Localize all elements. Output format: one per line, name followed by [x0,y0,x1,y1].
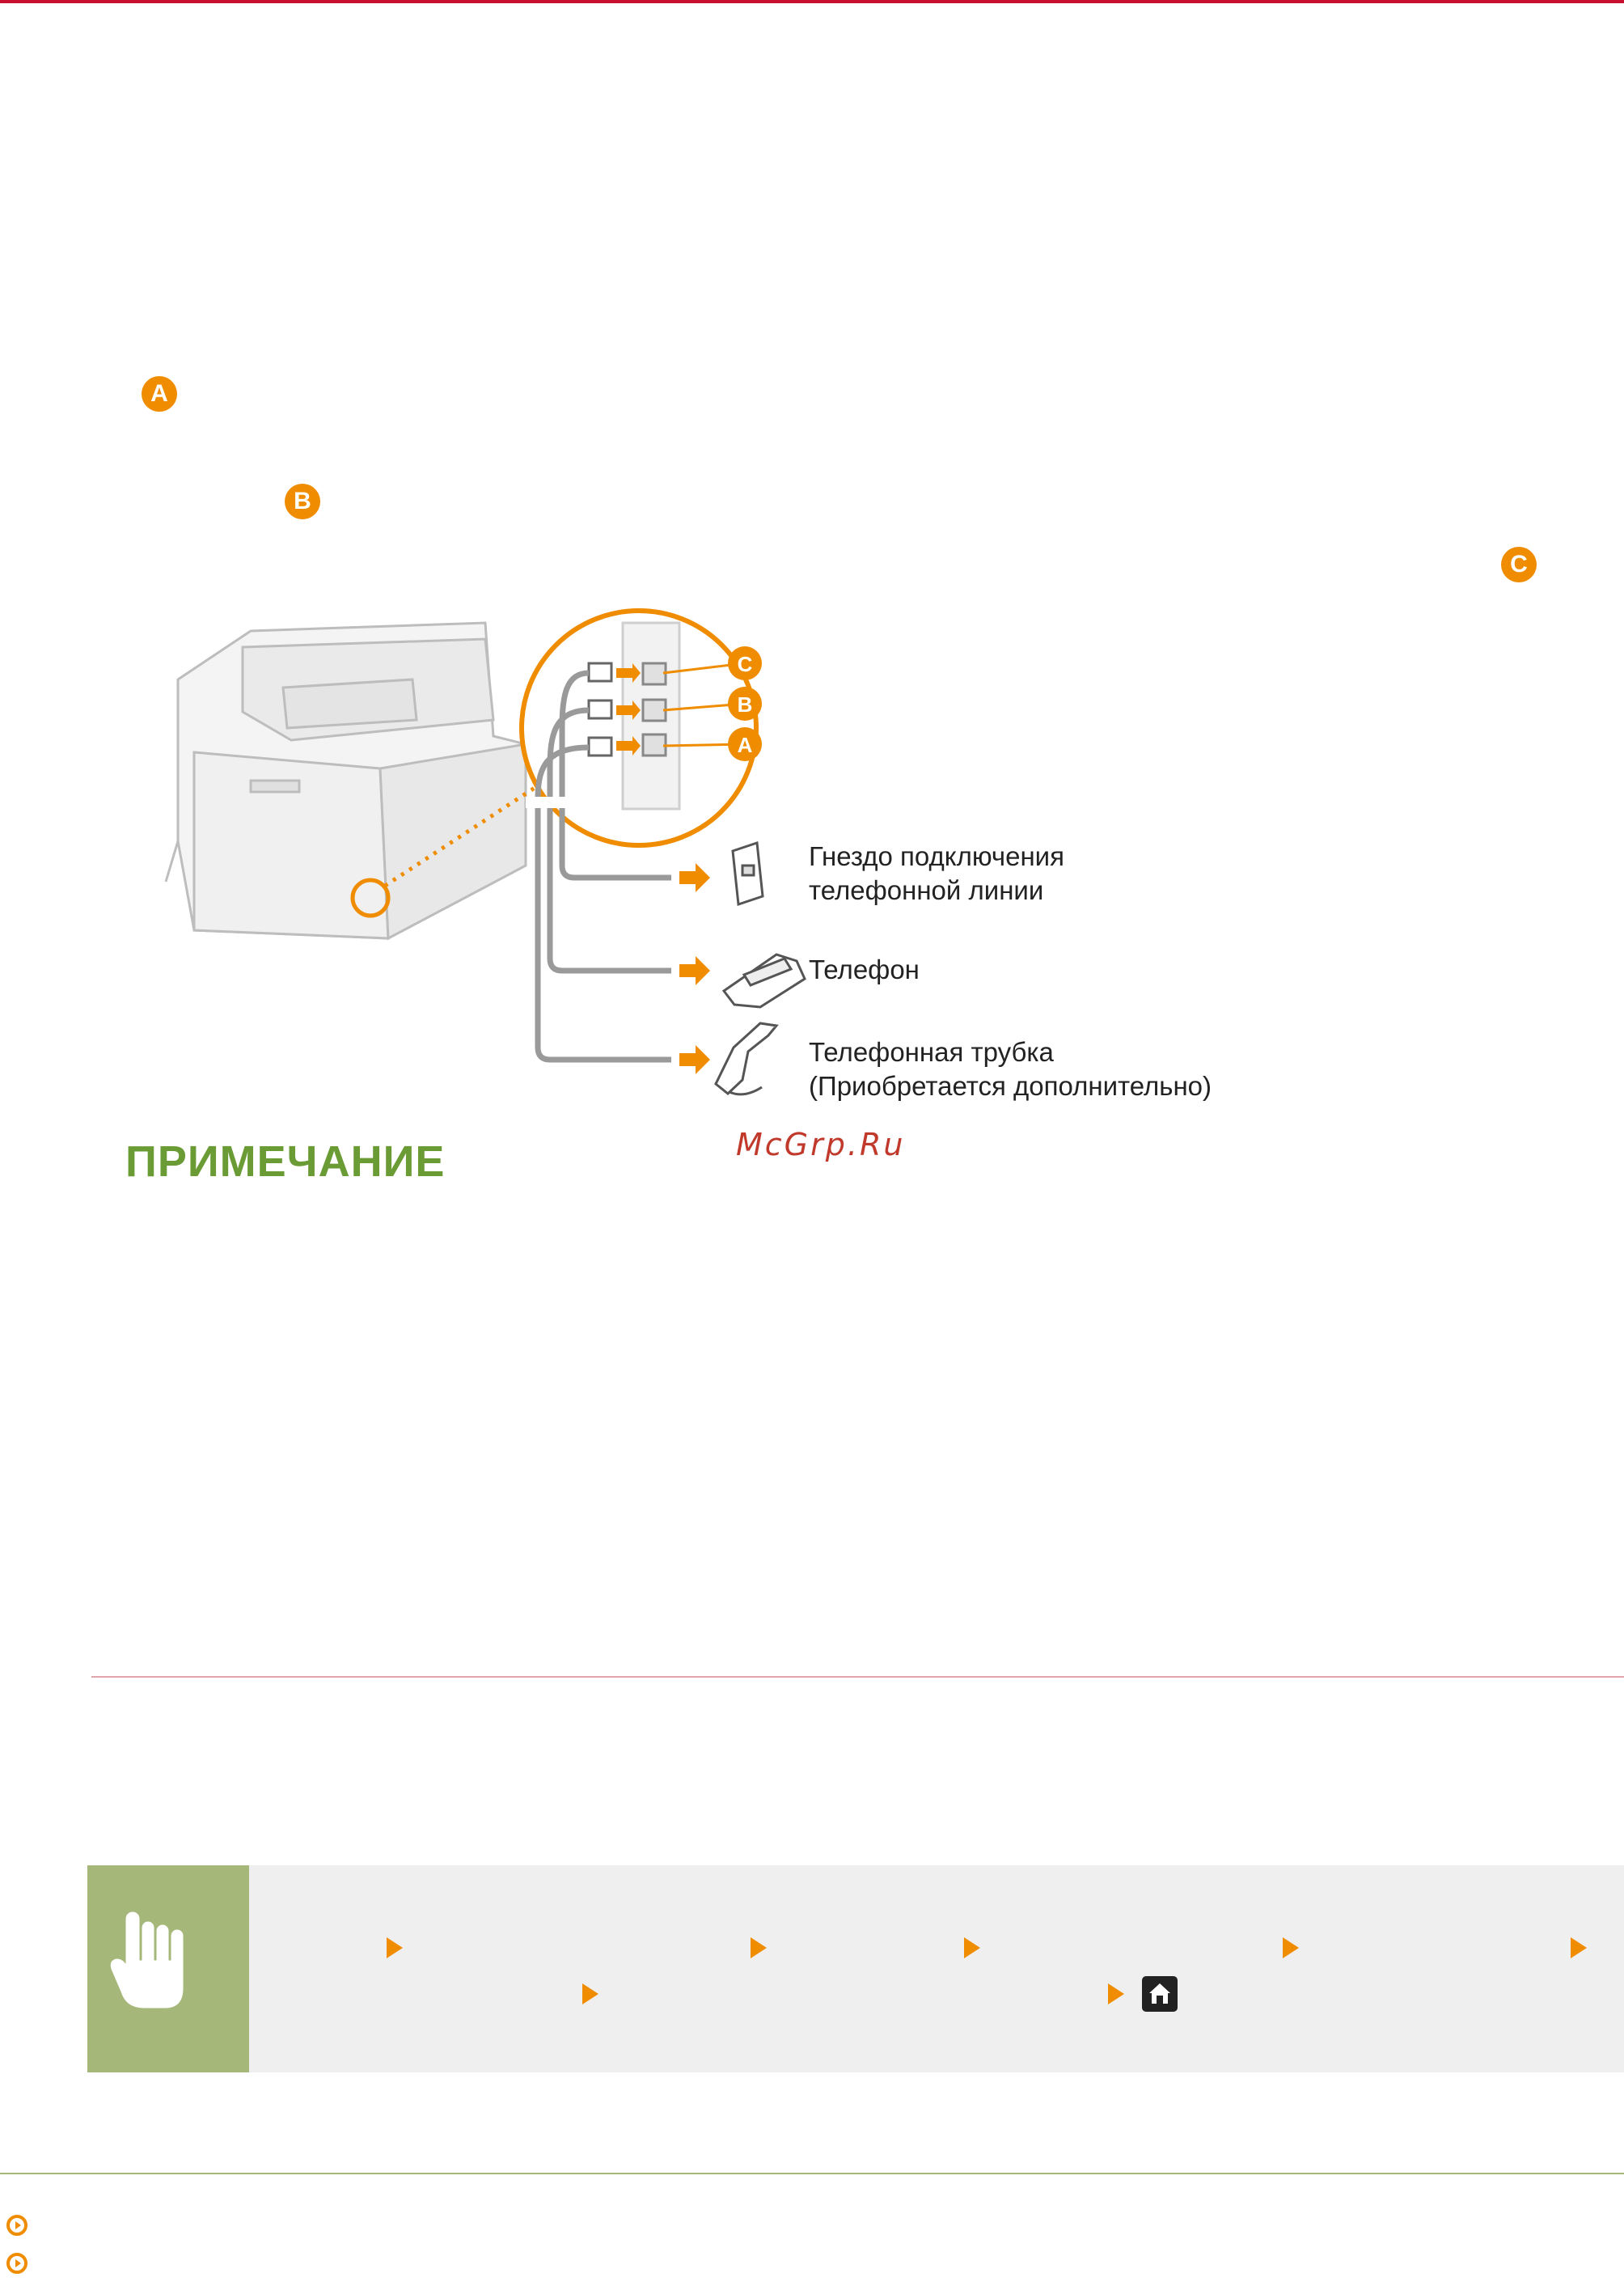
operation-panel [87,1865,1624,2072]
telephone-label: Телефон [809,955,920,984]
related-link-icon-1[interactable] [6,2215,27,2236]
operation-icon-box [87,1865,249,2072]
home-button[interactable] [1142,1976,1178,2012]
arrow-to-wall-jack [679,863,710,892]
menu-step-arrow-7 [1108,1983,1124,2004]
top-rule [0,0,1624,3]
menu-step-arrow-2 [751,1937,767,1958]
home-icon [1142,1976,1178,2012]
watermark: McGrp.Ru [736,1127,906,1162]
handset-label-line1: Телефонная трубка [809,1037,1054,1067]
footer-divider [0,2173,1624,2174]
callout-c: C [737,652,753,676]
handset-icon [716,1023,776,1094]
section-divider [91,1676,1624,1678]
arrow-to-handset [679,1045,710,1074]
marker-a: A [142,376,177,412]
wall-jack-label-line1: Гнездо подключения [809,841,1064,871]
connection-diagram [146,599,1278,1116]
arrow-to-telephone [679,956,710,985]
menu-step-arrow-4 [1283,1937,1299,1958]
wall-jack-icon [733,843,763,904]
telephone-icon [724,955,805,1007]
printer-illustration [166,623,526,938]
handset-label-line2: (Приобретается дополнительно) [809,1071,1212,1101]
related-link-icon-2[interactable] [6,2253,27,2274]
marker-c: C [1501,547,1537,582]
menu-step-arrow-5 [1571,1937,1587,1958]
menu-step-arrow-1 [387,1937,403,1958]
marker-b: B [285,484,320,519]
callout-a: A [737,733,753,757]
wall-jack-label-line2: телефонной линии [809,875,1044,905]
note-title: ПРИМЕЧАНИЕ [125,1137,446,1186]
callout-b: B [737,692,753,717]
menu-step-arrow-3 [964,1937,980,1958]
menu-step-arrow-6 [582,1983,598,2004]
hand-pointer-icon [87,1865,249,2072]
